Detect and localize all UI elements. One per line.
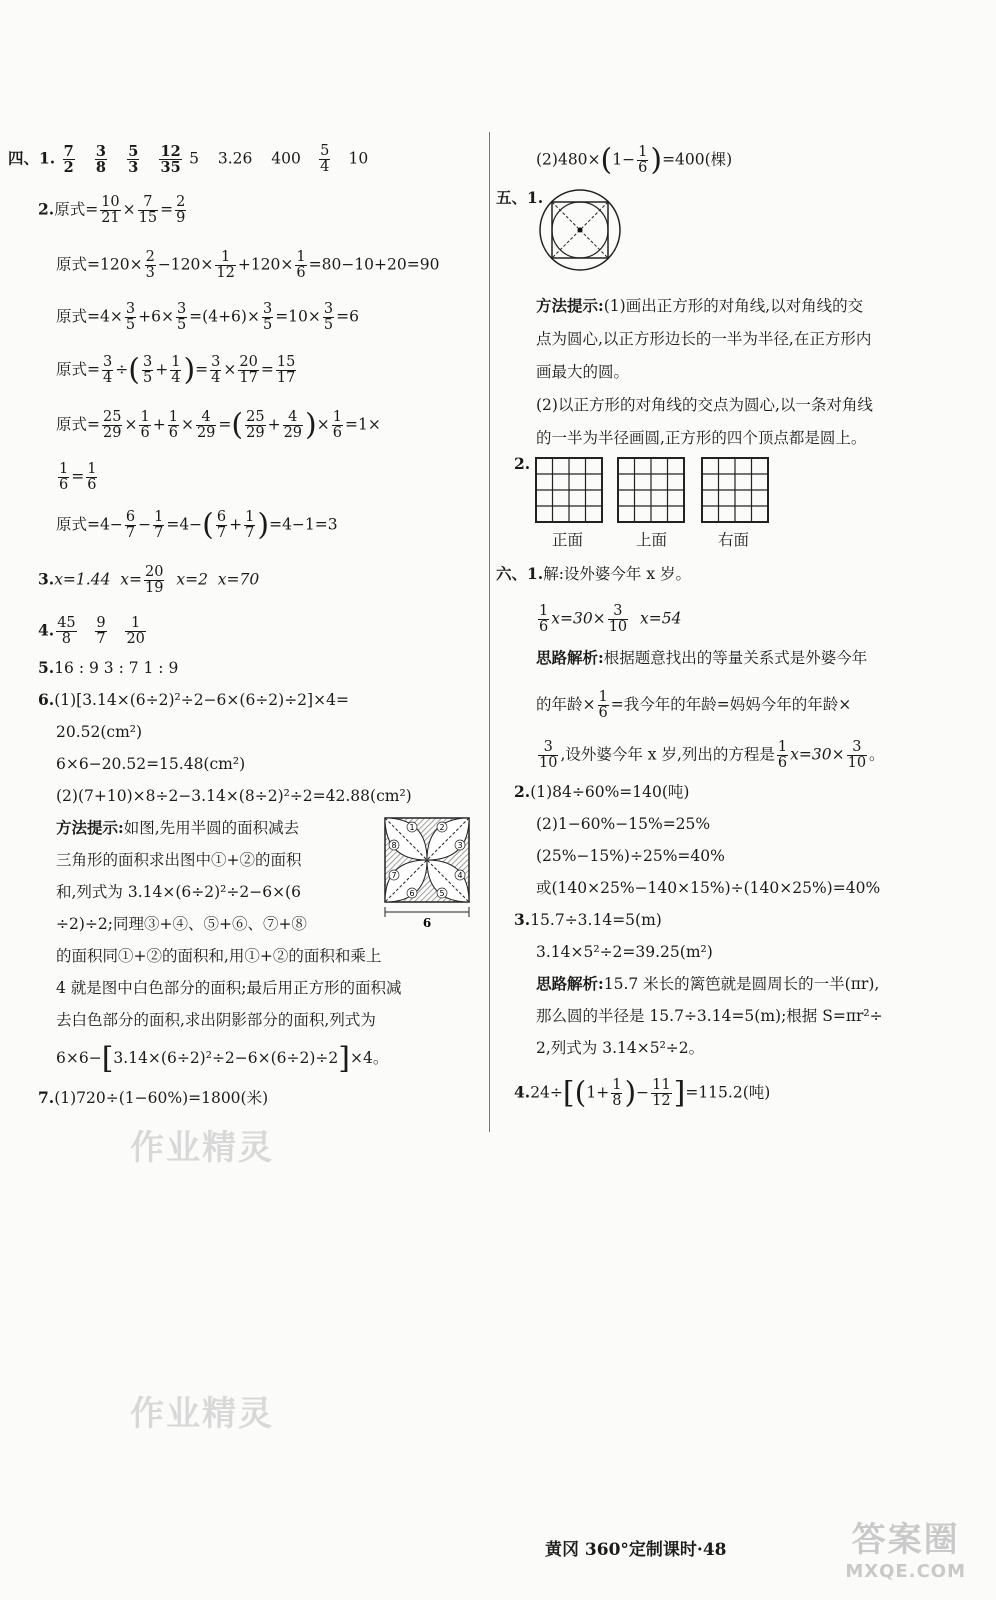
r-q2b-line4: 或(140×25%−140×15%)÷(140×25%)=40% — [536, 879, 881, 897]
r-q2b-line1: 2.(1)84÷60%=140(吨) — [514, 782, 690, 801]
tip-line8: 6×6−[3.14×(6÷2)²÷2−6×(6÷2)÷2]×4。 — [56, 1041, 389, 1076]
section-5-label: 五、1. — [496, 188, 544, 207]
r-line1: (2)480×(1− $\frac{1}{6}$ )=400(棵) — [536, 142, 733, 178]
circle-square-figure — [538, 188, 622, 272]
fraction: $\frac{3}{10}$ — [847, 739, 867, 772]
fraction: $\frac{6}{7}$ — [216, 509, 227, 542]
fraction: $\frac{1}{6}$ — [140, 409, 150, 442]
q2-line3: 原式=4× $\frac{3}{5}$ +6× $\frac{3}{5}$ =(4+6)× $\frac{3}{5}$ =10× $\frac{3}{5}$ =6 — [56, 301, 359, 334]
q4-line: 4. $\frac{45}{8}$ $\frac{9}{7}$ $\frac{1}{20}$ — [38, 615, 145, 648]
fraction: $\frac{11}{12}$ — [652, 1077, 671, 1110]
fraction: $\frac{15}{17}$ — [276, 354, 296, 387]
tip-line1: 方法提示:如图,先用半圆的面积减去 — [56, 818, 300, 837]
r-tip1-line4: (2)以正方形的对角线的交点为圆心,以一条对角线 — [536, 396, 873, 414]
q2-line1: 2.原式= $\frac{10}{21}$ × $\frac{7}{15}$ = $\frac{2}{9}$ — [38, 194, 186, 227]
fraction: $\frac{1}{20}$ — [126, 615, 145, 648]
fraction: $\frac{1}{6}$ — [59, 461, 69, 494]
r-tip1-line3: 画最大的圆。 — [536, 363, 630, 381]
tip-line7: 去白色部分的面积,求出阴影部分的面积,列式为 — [56, 1011, 376, 1029]
fraction: $\frac{4}{29}$ — [283, 409, 303, 442]
r-q2b-line3: (25%−15%)÷25%=40% — [536, 847, 725, 865]
fraction: $\frac{3}{4}$ — [211, 354, 221, 387]
r-q2-label: 2. — [514, 454, 531, 473]
q5-line: 5.16 : 9 3 : 7 1 : 9 — [38, 658, 179, 677]
fraction: $\frac{20}{19}$ — [145, 564, 164, 597]
fraction: $\frac{1}{6}$ — [168, 409, 178, 442]
tip-line2: 三角形的面积求出图中①+②的面积 — [56, 851, 302, 869]
fraction: $\frac{3}{5}$ — [125, 301, 136, 334]
svg-text:7: 7 — [391, 871, 397, 880]
fig-dimension: 6 — [422, 916, 432, 930]
svg-text:5: 5 — [439, 889, 445, 898]
s6-line1: 六、1.解:设外婆今年 x 岁。 — [496, 564, 692, 583]
tip-line4: ÷2)÷2;同理③+④、⑤+⑥、⑦+⑧ — [56, 915, 307, 933]
watermark: 作业精灵 — [130, 1128, 274, 1168]
tip-line3: 和,列式为 3.14×(6÷2)²÷2−6×(6 — [56, 883, 301, 901]
analysis2-line3: 2,列式为 3.14×5²÷2。 — [536, 1039, 705, 1057]
fraction: $\frac{3}{10}$ — [539, 739, 558, 772]
q2-line5-cont: $\frac{1}{6}$ = $\frac{1}{6}$ — [59, 461, 97, 494]
fraction: $\frac{2}{3}$ — [145, 249, 155, 282]
svg-text:3: 3 — [457, 841, 463, 850]
petal-figure — [382, 815, 472, 930]
fraction: $\frac{3}{5}$ — [176, 301, 187, 334]
q6-line1: 6.(1)[3.14×(6÷2)²÷2−6×(6÷2)÷2]×4= — [38, 690, 349, 709]
fraction: $\frac{3}{5}$ — [262, 301, 273, 334]
r-q2b-line2: (2)1−60%−15%=25% — [536, 815, 711, 833]
fraction: $\frac{25}{29}$ — [246, 409, 265, 442]
analysis1-line2: 的年龄× $\frac{1}{6}$ =我今年的年龄=妈妈今年的年龄× — [536, 689, 852, 722]
fraction: $\frac{25}{29}$ — [103, 409, 122, 442]
q6-line3: 6×6−20.52=15.48(cm²) — [56, 755, 246, 773]
fraction: $\frac{6}{7}$ — [125, 509, 136, 542]
r-tip1-line5: 的一半为半径画圆,正方形的四个顶点都是圆上。 — [536, 429, 867, 447]
s6-line2: $\frac{1}{6}$ x=30× $\frac{3}{10}$ x=54 — [539, 603, 682, 636]
q2-line2: 原式=120× $\frac{2}{3}$ −120× $\frac{1}{12}$ +120× $\frac{1}{6}$ =80−10+20=90 — [56, 249, 440, 282]
watermark: 作业精灵 — [130, 1394, 274, 1434]
fraction: $\frac{3}{10}$ — [608, 603, 628, 636]
fraction: $\frac{1}{6}$ — [777, 739, 788, 772]
fraction: $\frac{3}{4}$ — [103, 354, 113, 387]
fraction: $\frac{45}{8}$ — [57, 615, 76, 648]
tip-line6: 4 就是图中白色部分的面积;最后用正方形的面积减 — [56, 979, 402, 997]
fraction: $\frac{9}{7}$ — [96, 615, 106, 648]
footer-title: 黄冈 360°定制课时 — [545, 1540, 697, 1560]
q3-line: 3.x=1.44 x= $\frac{20}{19}$ x=2 x=70 — [38, 564, 260, 597]
q7-line: 7.(1)720÷(1−60%)=1800(米) — [38, 1088, 269, 1107]
r-q3-line2: 3.14×5²÷2=39.25(m²) — [536, 943, 713, 961]
fraction: $\frac{1}{6}$ — [296, 249, 306, 282]
r-tip1-line1: 方法提示:(1)画出正方形的对角线,以对角线的交 — [536, 296, 864, 315]
fraction: $\frac{1}{8}$ — [612, 1077, 622, 1110]
analysis1-line1: 思路解析:根据题意找出的等量关系式是外婆今年 — [536, 648, 868, 667]
fraction: $\frac{3}{8}$ — [95, 143, 106, 177]
analysis2-line2: 那么圆的半径是 15.7÷3.14=5(m);根据 S=πr²÷ — [536, 1007, 883, 1025]
fraction: $\frac{12}{35}$ — [160, 143, 181, 177]
three-views-figure — [534, 456, 774, 526]
svg-text:8: 8 — [391, 841, 397, 850]
fraction: $\frac{1}{6}$ — [87, 461, 97, 494]
q6-line4: (2)(7+10)×8÷2−3.14×(8÷2)²÷2=42.88(cm²) — [56, 787, 412, 805]
fraction: $\frac{1}{6}$ — [332, 409, 342, 442]
fraction: $\frac{1}{12}$ — [216, 249, 235, 282]
fraction: $\frac{7}{15}$ — [138, 194, 158, 227]
svg-text:1: 1 — [409, 823, 415, 832]
fraction: $\frac{1}{4}$ — [171, 354, 181, 387]
r-q3-line1: 3.15.7÷3.14=5(m) — [514, 910, 662, 929]
fraction: $\frac{10}{21}$ — [101, 194, 120, 227]
column-divider — [489, 132, 490, 1132]
q2-line5: 原式= $\frac{25}{29}$ × $\frac{1}{6}$ + $\frac{1}{6}$ × $\frac{4}{29}$ =( $\frac{25}{29}$ + $\frac{4}{29}$ )× $\frac{1}{6}$ =1× — [56, 407, 381, 443]
analysis2-line1: 思路解析:15.7 米长的篱笆就是圆周长的一半(πr), — [536, 974, 880, 993]
view-right-label: 右面 — [718, 531, 750, 549]
site-logo: 答案圈 MXQE.COM — [845, 1520, 966, 1582]
q6-line2: 20.52(cm²) — [56, 723, 143, 741]
view-top-label: 上面 — [636, 531, 668, 549]
svg-text:6: 6 — [409, 889, 415, 898]
r-q4-line: 4.24÷[(1+ $\frac{1}{8}$ )− $\frac{11}{12}$ ]=115.2(吨) — [514, 1075, 771, 1111]
svg-text:4: 4 — [457, 871, 463, 880]
page-number: ·48 — [696, 1540, 727, 1560]
fraction: $\frac{1}{7}$ — [154, 509, 164, 542]
fraction: $\frac{1}{7}$ — [245, 509, 255, 542]
q2-line6: 原式=4− $\frac{6}{7}$ − $\frac{1}{7}$ =4−( $\frac{6}{7}$ + $\frac{1}{7}$ )=4−1=3 — [56, 507, 338, 543]
tip-line5: 的面积同①+②的面积和,用①+②的面积和乘上 — [56, 947, 382, 965]
fraction: $\frac{2}{9}$ — [176, 194, 186, 227]
fraction: $\frac{5}{4}$ — [320, 143, 330, 176]
fraction: $\frac{5}{3}$ — [128, 143, 139, 177]
fraction: $\frac{3}{5}$ — [142, 354, 153, 387]
fraction: $\frac{1}{6}$ — [598, 689, 608, 722]
r-tip1-line2: 点为圆心,以正方形边长的一半为半径,在正方形内 — [536, 330, 872, 348]
section-4-q1: 四、1. $\frac{7}{2}$ $\frac{3}{8}$ $\frac{5}{3}$ $\frac{12}{35}$ 5 3.26 400 $\frac{5}{4}$ 10 — [8, 143, 369, 177]
fraction: $\frac{7}{2}$ — [63, 143, 74, 177]
svg-text:2: 2 — [439, 823, 445, 832]
fraction: $\frac{3}{5}$ — [323, 301, 334, 334]
fraction: $\frac{20}{17}$ — [239, 354, 258, 387]
fraction: $\frac{4}{29}$ — [196, 409, 216, 442]
view-front-label: 正面 — [552, 531, 584, 549]
fraction: $\frac{1}{6}$ — [638, 144, 648, 177]
q2-line4: 原式= $\frac{3}{4}$ ÷( $\frac{3}{5}$ + $\frac{1}{4}$ )= $\frac{3}{4}$ × $\frac{20}{17}$ = $\frac{15}{17}$ — [56, 352, 296, 388]
analysis1-line3: $\frac{3}{10}$ ,设外婆今年 x 岁,列出的方程是 $\frac{1}{6}$ x=30× $\frac{3}{10}$ 。 — [539, 739, 885, 772]
footer — [545, 1540, 726, 1560]
fraction: $\frac{1}{6}$ — [539, 603, 549, 636]
